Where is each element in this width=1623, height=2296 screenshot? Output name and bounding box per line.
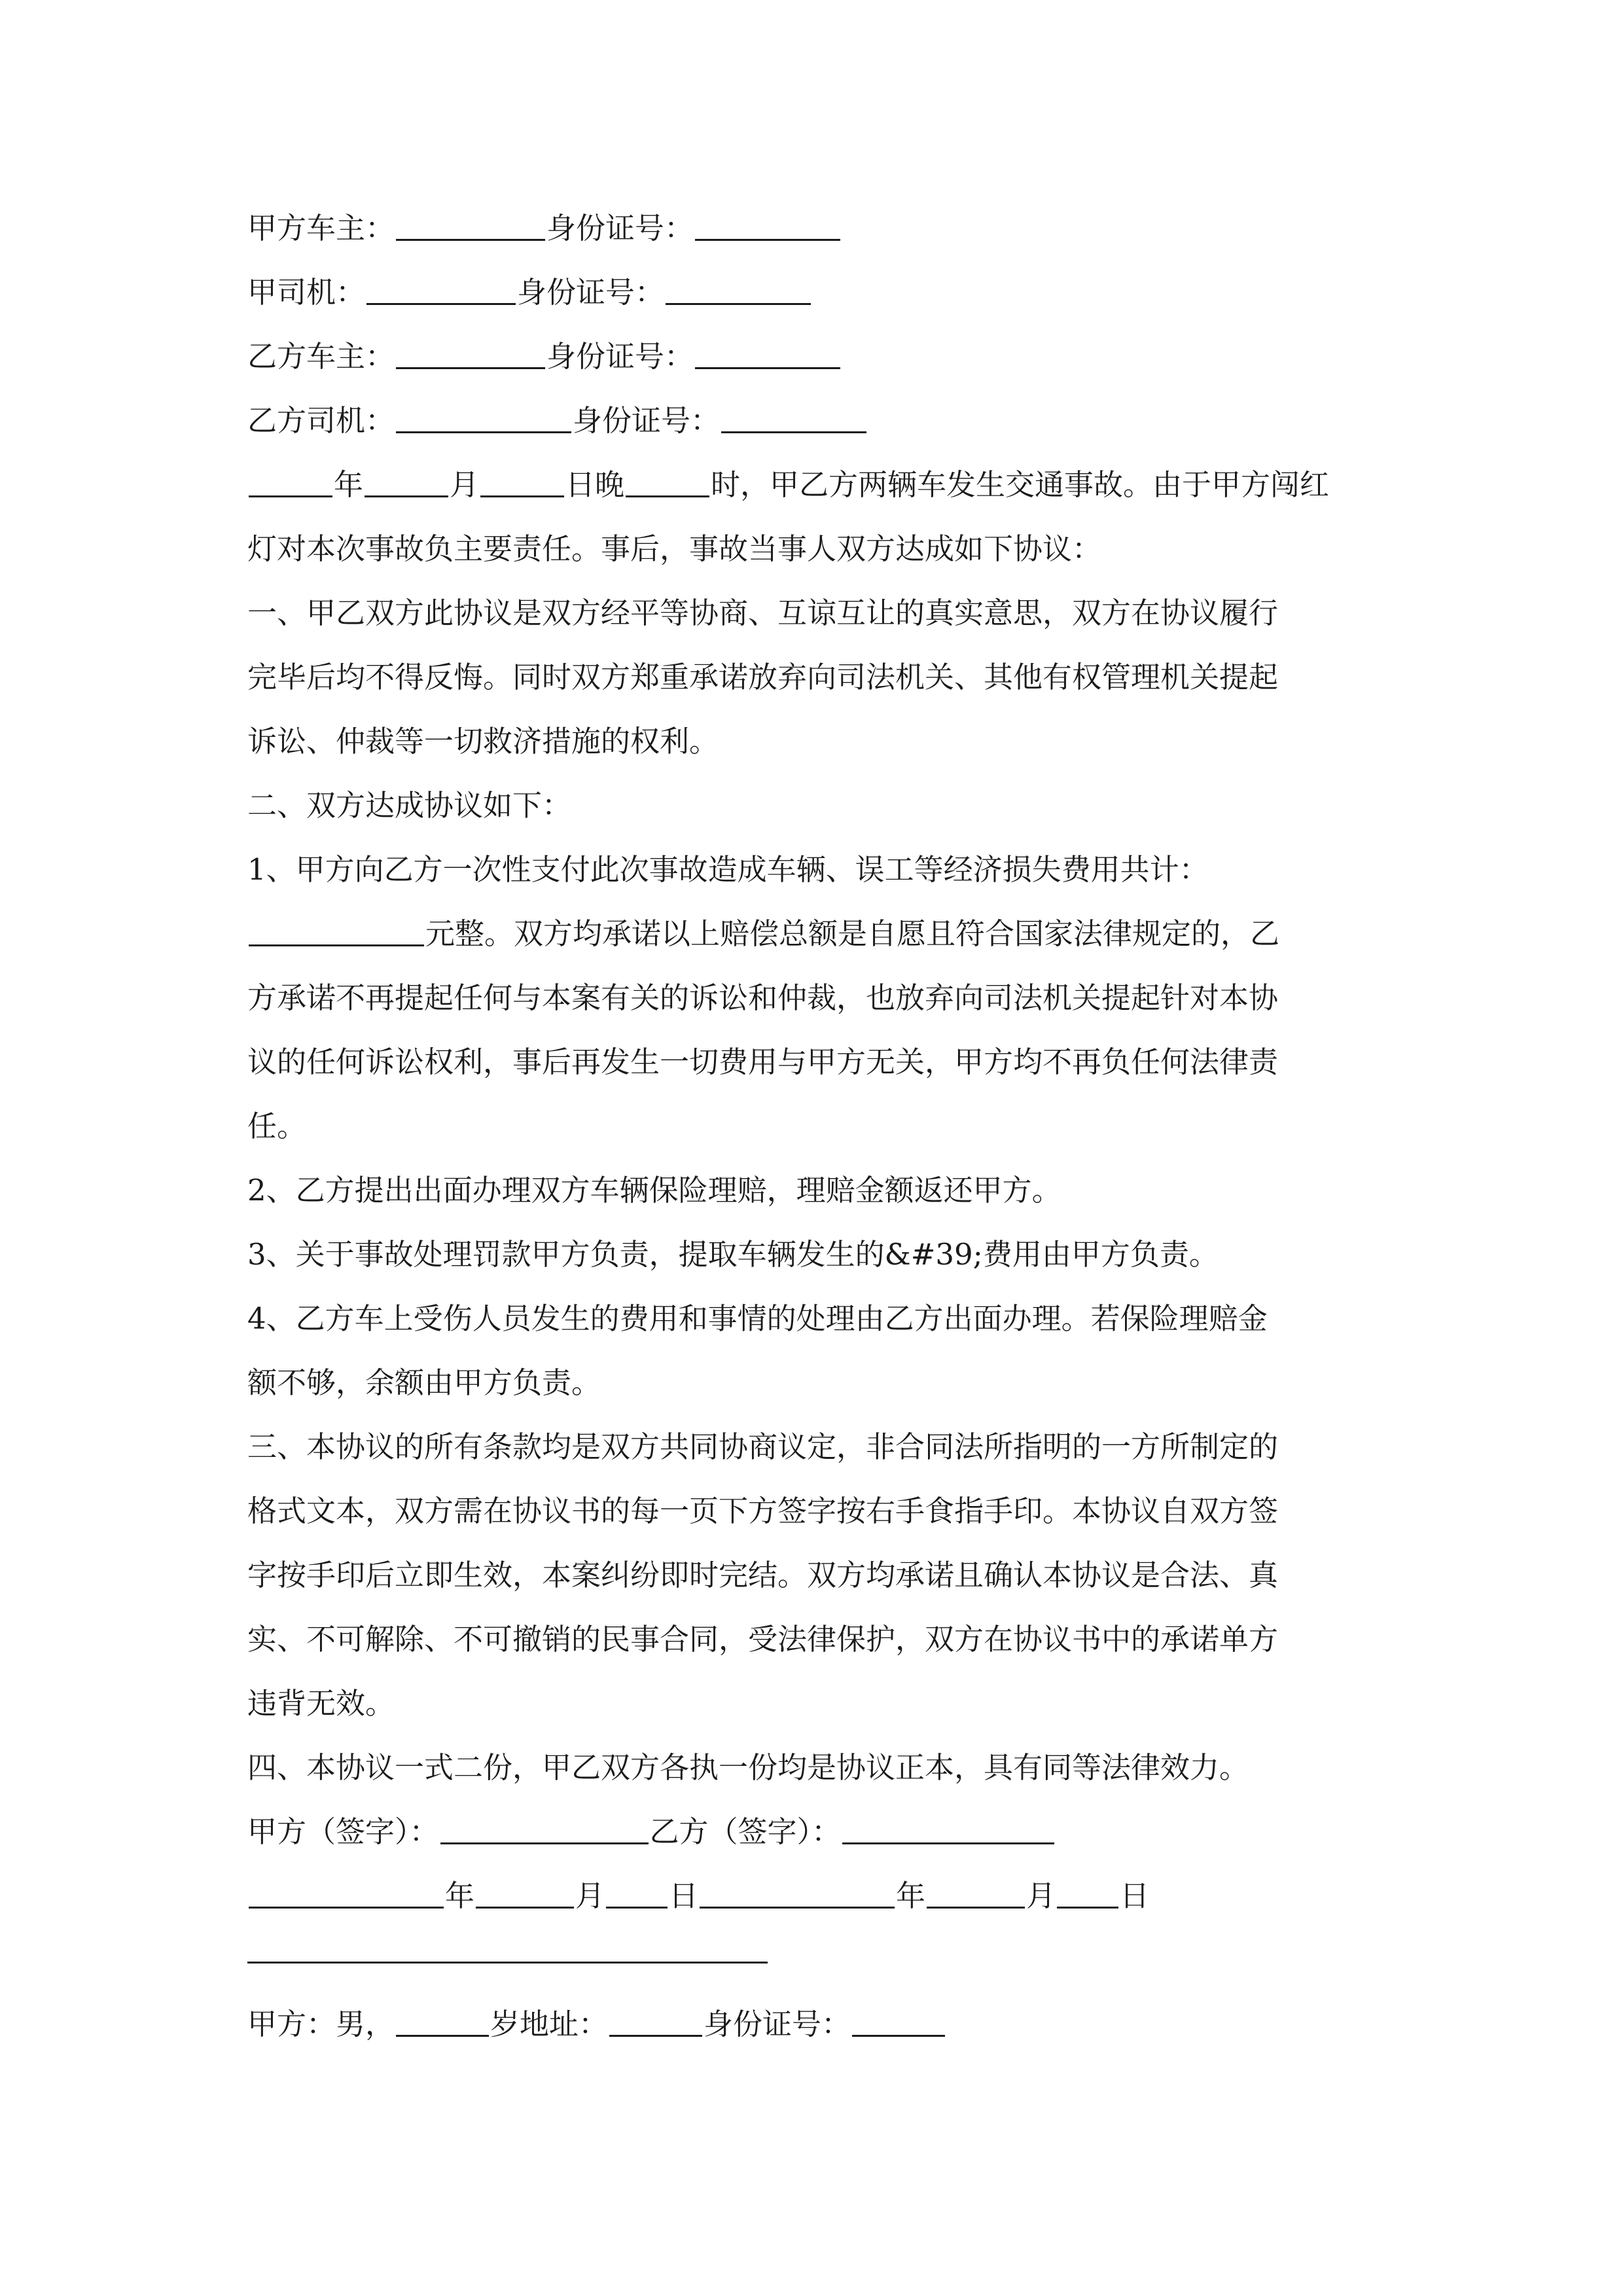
party-a-driver-id-blank[interactable] bbox=[666, 273, 811, 305]
clause-2-heading: 二、双方达成协议如下： bbox=[247, 788, 572, 823]
clause-2-item-2: 2、乙方提出出面办理双方车辆保险理赔，理赔金额返还甲方。 bbox=[247, 1173, 1061, 1208]
party-b-signature-blank[interactable] bbox=[842, 1812, 1054, 1844]
age-blank[interactable] bbox=[396, 2005, 489, 2037]
year-a-label: 年 bbox=[445, 1878, 475, 1913]
accident-text: 时，甲乙方两辆车发生交通事故。由于甲方闯红 bbox=[711, 467, 1330, 502]
clause-2-item-1-line-4: 议的任何诉讼权利，事后再发生一切费用与甲方无关，甲方均不再负任何法律责 bbox=[247, 1045, 1279, 1079]
party-a-driver-line bbox=[247, 260, 1380, 325]
party-a-driver-label: 甲司机： bbox=[247, 275, 366, 310]
clause-3-line-3: 字按手印后立即生效，本案纠纷即时完结。双方均承诺且确认本协议是合法、真 bbox=[247, 1558, 1279, 1592]
clause-2-item-4-line-1: 4、乙方车上受伤人员发生的费用和事情的处理由乙方出面办理。若保险理赔金 bbox=[247, 1301, 1268, 1336]
clause-1-line-3: 诉讼、仲裁等一切救济措施的权利。 bbox=[247, 724, 719, 759]
clause-1-line-2: 完毕后均不得反悔。同时双方郑重承诺放弃向司法机关、其他有权管理机关提起 bbox=[247, 660, 1279, 694]
party-a-sign-label: 甲方（签字）： bbox=[247, 1814, 439, 1849]
clause-3-line-1: 三、本协议的所有条款均是双方共同协商议定，非合同法所指明的一方所制定的 bbox=[247, 1429, 1279, 1464]
party-a-owner-line bbox=[247, 196, 1380, 260]
amount-text: 元整。双方均承诺以上赔偿总额是自愿且符合国家法律规定的，乙 bbox=[425, 916, 1280, 951]
agreement-document bbox=[247, 196, 1380, 2056]
footer-id-label: 身份证号： bbox=[704, 2007, 851, 2041]
amount-blank[interactable] bbox=[249, 914, 424, 946]
party-a-driver-blank[interactable] bbox=[366, 273, 516, 305]
footer-line bbox=[247, 1992, 1380, 2056]
party-b-driver-line bbox=[247, 389, 1380, 453]
footer-id-blank[interactable] bbox=[852, 2005, 945, 2037]
accident-line-2: 灯对本次事故负主要责任。事后，事故当事人双方达成如下协议： bbox=[247, 531, 1102, 566]
month-b-label: 月 bbox=[1026, 1878, 1056, 1913]
party-b-owner-line bbox=[247, 325, 1380, 389]
party-a-owner-id-blank[interactable] bbox=[695, 209, 840, 241]
party-b-driver-id-blank[interactable] bbox=[721, 401, 866, 433]
clause-3-line-4: 实、不可解除、不可撤销的民事合同，受法律保护，双方在协议书中的承诺单方 bbox=[247, 1622, 1279, 1657]
year-b-label: 年 bbox=[896, 1878, 926, 1913]
day-b-label: 日 bbox=[1120, 1878, 1150, 1913]
id-label: 身份证号： bbox=[546, 339, 694, 374]
clause-1-line-1: 一、甲乙双方此协议是双方经平等协商、互谅互让的真实意思，双方在协议履行 bbox=[247, 596, 1279, 630]
accident-line-1 bbox=[247, 453, 1380, 517]
day-a-blank[interactable] bbox=[606, 1876, 668, 1909]
date-line bbox=[247, 1864, 1380, 1928]
clause-2-item-1-line-3: 方承诺不再提起任何与本案有关的诉讼和仲裁，也放弃向司法机关提起针对本协 bbox=[247, 980, 1279, 1015]
clause-2-item-1-line-1: 1、甲方向乙方一次性支付此次事故造成车辆、误工等经济损失费用共计： bbox=[247, 852, 1209, 887]
party-a-signature-blank[interactable] bbox=[440, 1812, 649, 1844]
address-blank[interactable] bbox=[609, 2005, 702, 2037]
party-a-owner-blank[interactable] bbox=[396, 209, 545, 241]
year-b-blank[interactable] bbox=[700, 1876, 895, 1909]
year-label: 年 bbox=[334, 467, 364, 502]
party-b-driver-blank[interactable] bbox=[396, 401, 571, 433]
month-b-blank[interactable] bbox=[927, 1876, 1025, 1909]
day-a-label: 日 bbox=[669, 1878, 699, 1913]
hour-blank[interactable] bbox=[626, 465, 709, 497]
separator-rule bbox=[247, 1962, 768, 1964]
separator-line bbox=[247, 1928, 1380, 1992]
party-b-owner-id-blank[interactable] bbox=[695, 337, 840, 369]
party-a-owner-label: 甲方车主： bbox=[247, 211, 395, 245]
party-b-sign-label: 乙方（签字）： bbox=[649, 1814, 842, 1849]
party-b-owner-label: 乙方车主： bbox=[247, 339, 395, 374]
clause-2-item-1-line-5: 任。 bbox=[247, 1109, 307, 1143]
age-address-label: 岁地址： bbox=[490, 2007, 609, 2041]
year-blank[interactable] bbox=[249, 465, 332, 497]
signature-line bbox=[247, 1800, 1380, 1864]
party-b-driver-label: 乙方司机： bbox=[247, 403, 395, 438]
month-a-blank[interactable] bbox=[476, 1876, 574, 1909]
id-label: 身份证号： bbox=[517, 275, 665, 310]
clause-2-item-3: 3、关于事故处理罚款甲方负责，提取车辆发生的&#39;费用由甲方负责。 bbox=[247, 1237, 1219, 1272]
footer-party-a-label: 甲方：男， bbox=[247, 2007, 395, 2041]
id-label: 身份证号： bbox=[546, 211, 694, 245]
month-label: 月 bbox=[450, 467, 480, 502]
year-a-blank[interactable] bbox=[249, 1876, 444, 1909]
day-evening-label: 日晚 bbox=[565, 467, 625, 502]
clause-4: 四、本协议一式二份，甲乙双方各执一份均是协议正本，具有同等法律效力。 bbox=[247, 1750, 1249, 1785]
month-blank[interactable] bbox=[365, 465, 448, 497]
day-b-blank[interactable] bbox=[1057, 1876, 1118, 1909]
party-b-owner-blank[interactable] bbox=[396, 337, 545, 369]
id-label: 身份证号： bbox=[573, 403, 721, 438]
day-blank[interactable] bbox=[480, 465, 564, 497]
clause-3-line-2: 格式文本，双方需在协议书的每一页下方签字按右手食指手印。本协议自双方签 bbox=[247, 1494, 1279, 1528]
clause-3-line-5: 违背无效。 bbox=[247, 1686, 395, 1721]
clause-2-item-4-line-2: 额不够，余额由甲方负责。 bbox=[247, 1365, 601, 1400]
clause-2-item-1-line-2 bbox=[247, 902, 1380, 966]
month-a-label: 月 bbox=[575, 1878, 605, 1913]
